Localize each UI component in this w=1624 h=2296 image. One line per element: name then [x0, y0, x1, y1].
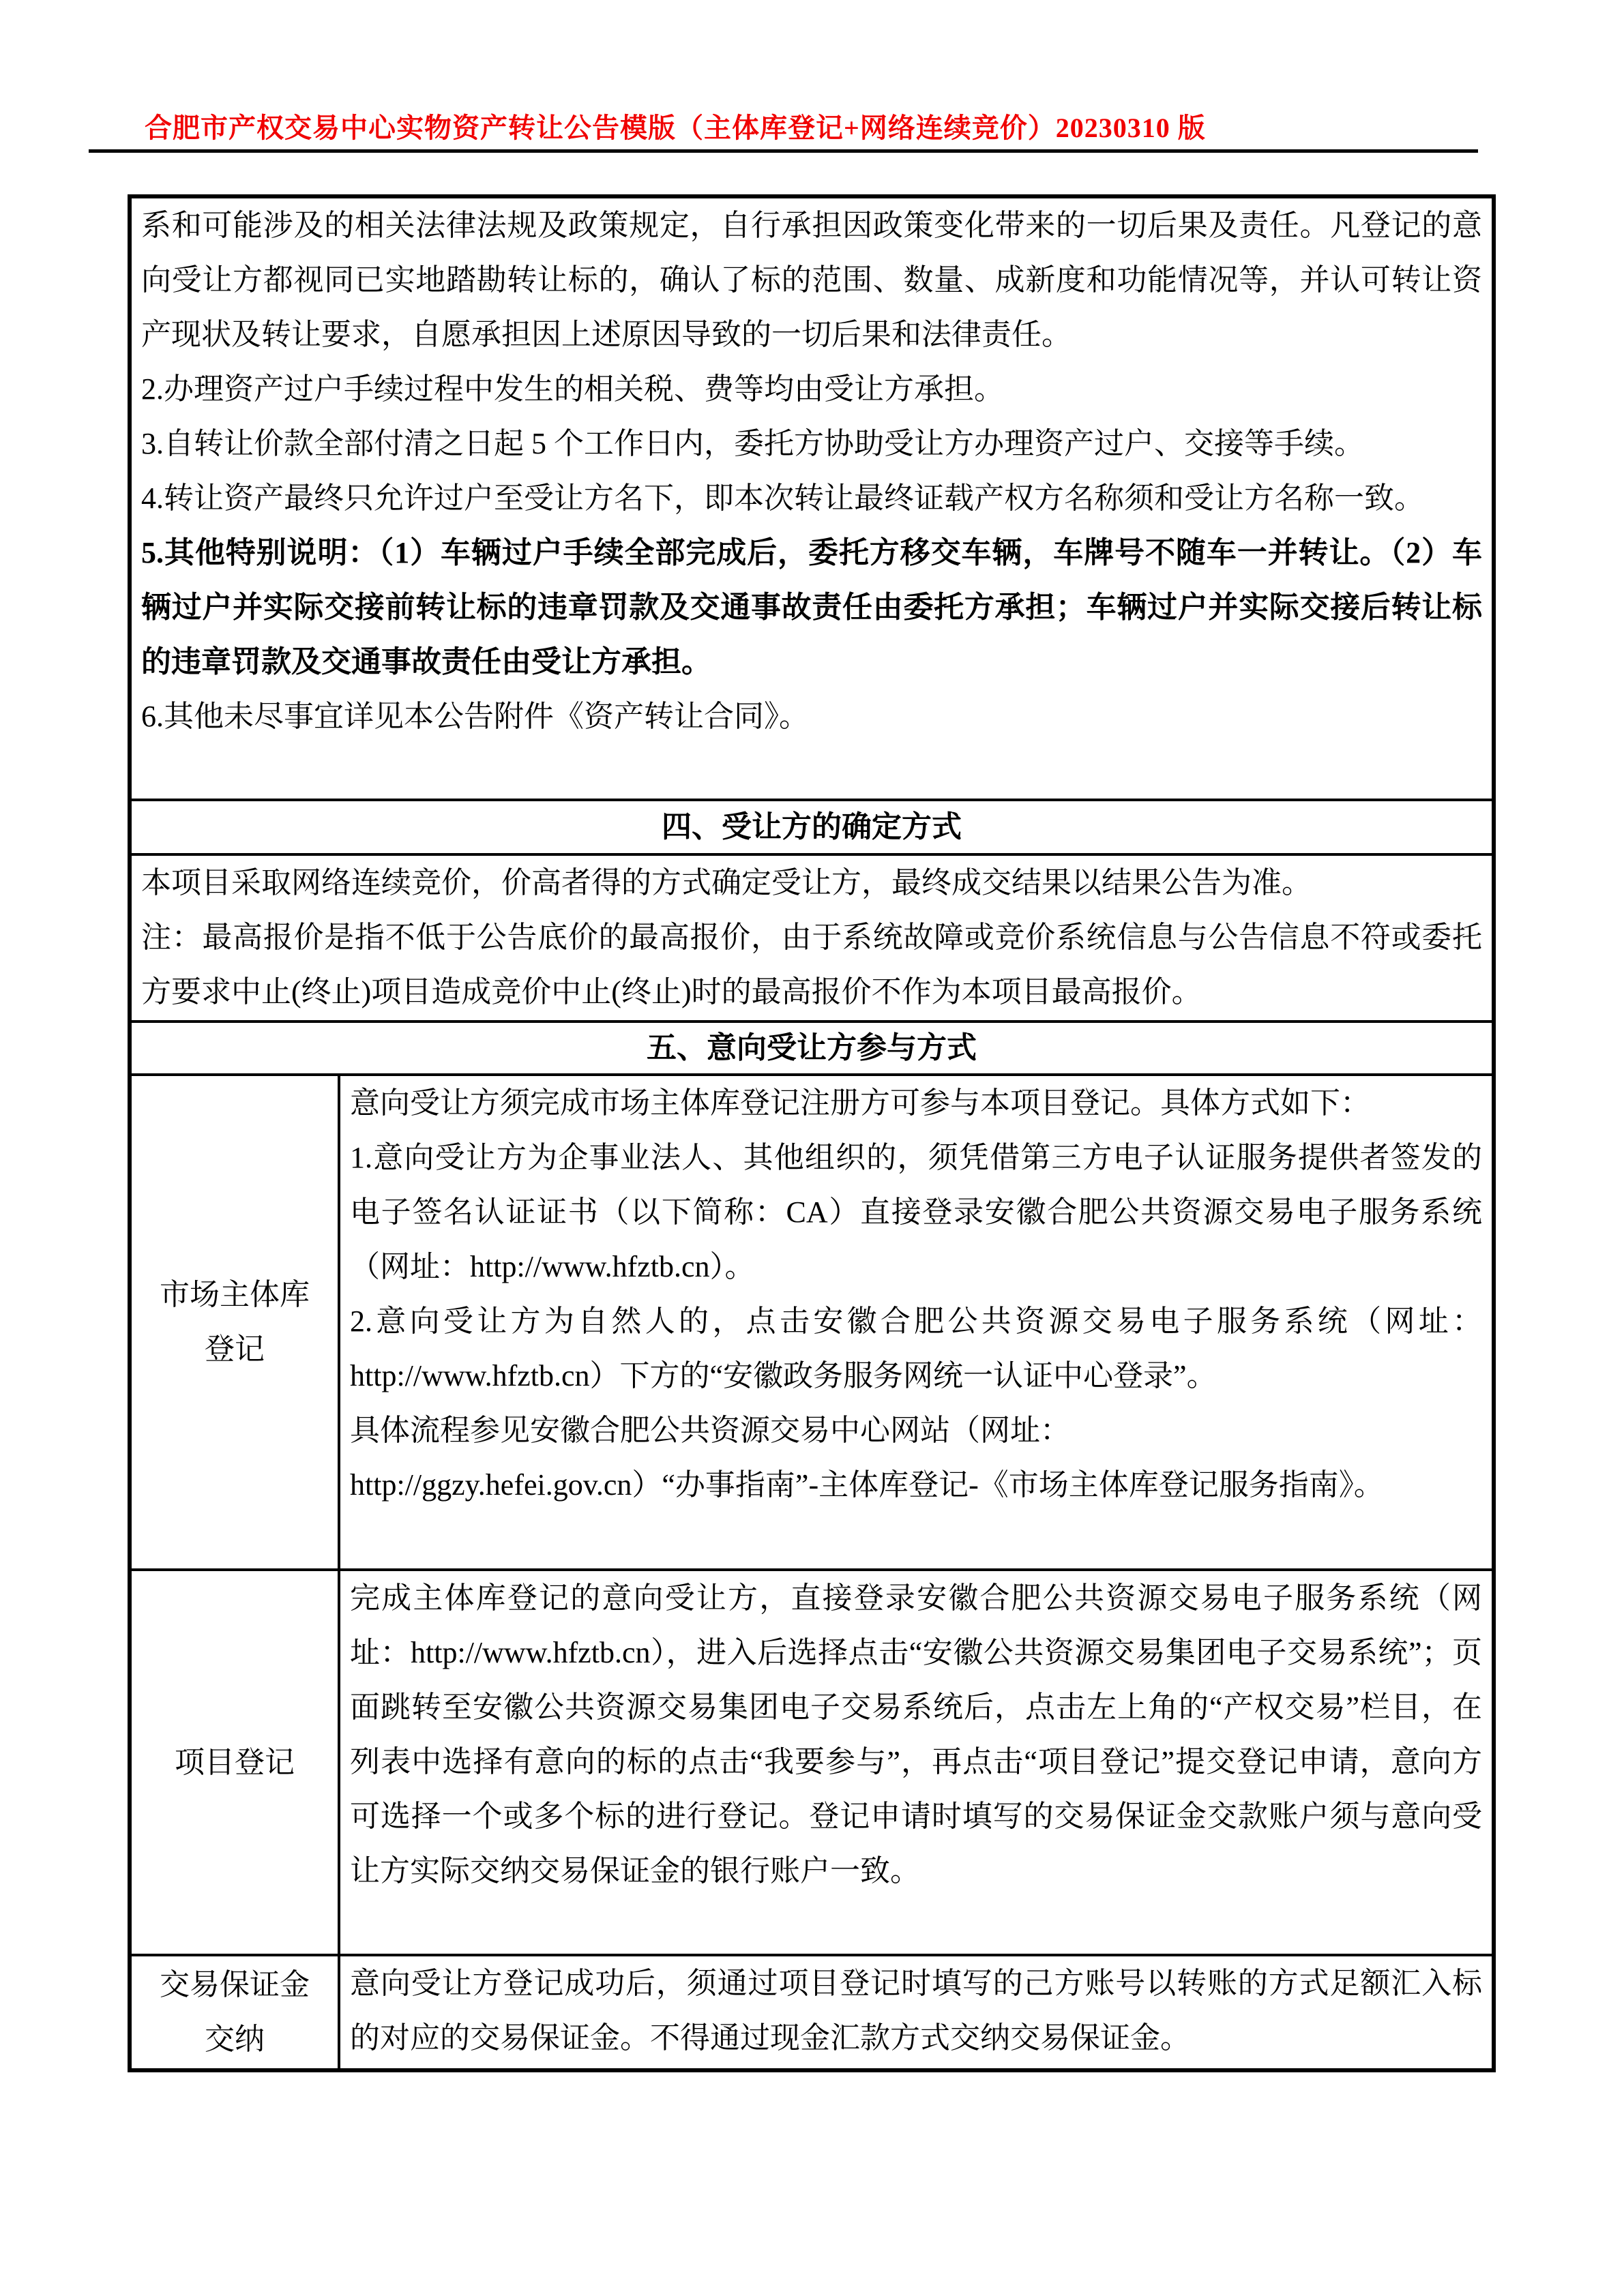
section5-heading: 五、意向受让方参与方式: [647, 1031, 977, 1064]
section4-body-cell: [130, 854, 1494, 1022]
row-content-cell-market-registration: [339, 1075, 1494, 1570]
paragraph: 意向受让方须完成市场主体库登记注册方可参与本项目登记。具体方式如下：: [350, 1086, 1370, 1120]
row-label-cell-deposit-payment: [130, 1955, 339, 2070]
paragraph: 2.意向受让方为自然人的，点击安徽合肥公共资源交易电子服务系统（网址：http://www.hfztb.cn）下方的“安徽政务服务网统一认证中心登录”。: [350, 1304, 1482, 1392]
section5-heading-cell: [130, 1022, 1494, 1075]
table-row: [130, 1075, 1494, 1570]
section4-heading-cell: [130, 800, 1494, 854]
general-terms-cell: [130, 196, 1494, 800]
table-row: [130, 1955, 1494, 2070]
table-row: [130, 196, 1494, 800]
paragraph: 1.意向受让方为企事业法人、其他组织的，须凭借第三方电子认证服务提供者签发的电子签名认证证书（以下简称：CA）直接登录安徽合肥公共资源交易电子服务系统（网址：http://www.hfztb.cn）。: [350, 1141, 1482, 1283]
header-title: 合肥市产权交易中心实物资产转让公告模版（主体库登记+网络连续竞价）20230310 版: [145, 113, 1206, 143]
announcement-table: [128, 194, 1496, 2072]
row-content-cell-project-registration: [339, 1570, 1494, 1955]
paragraph: 3.自转让价款全部付清之日起 5 个工作日内，委托方协助受让方办理资产过户、交接等手续。: [141, 427, 1364, 460]
paragraph: 2.办理资产过户手续过程中发生的相关税、费等均由受让方承担。: [141, 372, 1004, 406]
paragraph: 4.转让资产最终只允许过户至受让方名下，即本次转让最终证载产权方名称须和受让方名称一致。: [141, 481, 1424, 515]
row-label: 交易保证金交纳: [160, 1968, 310, 2056]
row-label-cell-market-registration: [130, 1075, 339, 1570]
table-row: [130, 1022, 1494, 1075]
table-row: [130, 800, 1494, 854]
row-label-cell-project-registration: [130, 1570, 339, 1955]
paragraph: 具体流程参见安徽合肥公共资源交易中心网站（网址：: [350, 1414, 1070, 1447]
row-content-cell-deposit-payment: [339, 1955, 1494, 2070]
section4-heading: 四、受让方的确定方式: [662, 810, 962, 844]
row-label: 市场主体库登记: [160, 1278, 310, 1366]
paragraph: http://ggzy.hefei.gov.cn）“办事指南”-主体库登记-《市场主体库登记服务指南》。: [350, 1468, 1384, 1502]
paragraph: 6.其他未尽事宜详见本公告附件《资产转让合同》。: [141, 700, 809, 733]
announcement-table-wrap: [128, 194, 1496, 2072]
paragraph: 意向受让方登记成功后，须通过项目登记时填写的己方账号以转账的方式足额汇入标的对应的交易保证金。不得通过现金汇款方式交纳交易保证金。: [350, 1967, 1482, 2055]
table-row: [130, 1570, 1494, 1955]
paragraph: 系和可能涉及的相关法律法规及政策规定，自行承担因政策变化带来的一切后果及责任。凡登记的意向受让方都视同已实地踏勘转让标的，确认了标的范围、数量、成新度和功能情况等，并认可转让资产现状及转让要求，自愿承担因上述原因导致的一切后果和法律责任。: [141, 209, 1482, 351]
paragraph-special-notes: 5.其他特别说明：（1）车辆过户手续全部完成后，委托方移交车辆，车牌号不随车一并转让。（2）车辆过户并实际交接前转让标的违章罚款及交通事故责任由委托方承担；车辆过户并实际交接后转让标的违章罚款及交通事故责任由受让方承担。: [141, 536, 1482, 679]
paragraph: 注：最高报价是指不低于公告底价的最高报价，由于系统故障或竞价系统信息与公告信息不符或委托方要求中止(终止)项目造成竞价中止(终止)时的最高报价不作为本项目最高报价。: [141, 921, 1482, 1009]
paragraph: 本项目采取网络连续竞价，价高者得的方式确定受让方，最终成交结果以结果公告为准。: [141, 866, 1312, 899]
paragraph: 完成主体库登记的意向受让方，直接登录安徽合肥公共资源交易电子服务系统（网址：http://www.hfztb.cn），进入后选择点击“安徽公共资源交易集团电子交易系统”；页面跳转至安徽公共资源交易集团电子交易系统后，点击左上角的“产权交易”栏目，在列表中选择有意向的标的点击“我要参与”，再点击“项目登记”提交登记申请，意向方可选择一个或多个标的进行登记。登记申请时填写的交易保证金交款账户须与意向受让方实际交纳交易保证金的银行账户一致。: [350, 1581, 1482, 1888]
table-row: [130, 854, 1494, 1022]
header-rule: [89, 149, 1478, 153]
row-label: 项目登记: [175, 1745, 295, 1779]
